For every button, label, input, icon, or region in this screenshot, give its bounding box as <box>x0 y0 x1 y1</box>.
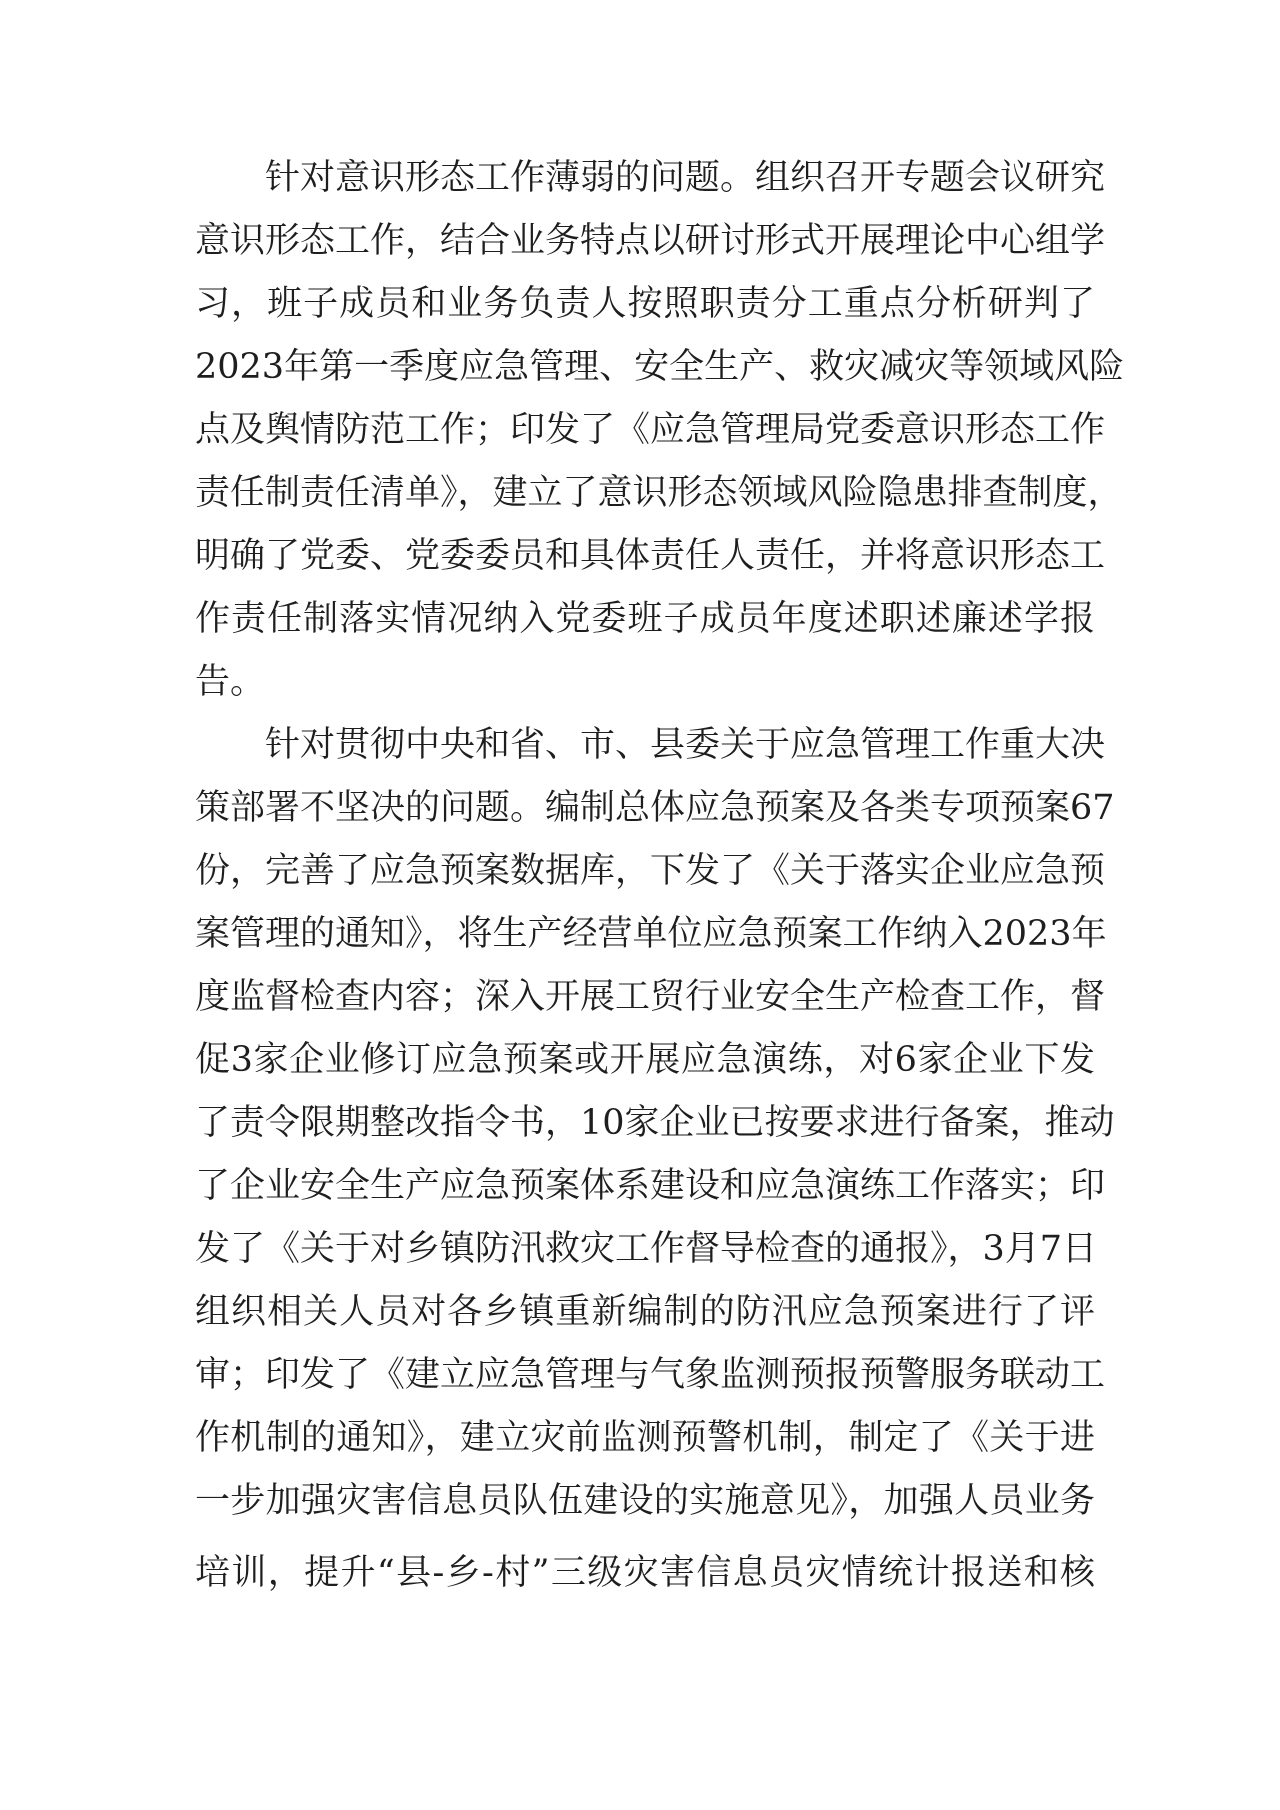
paragraph-2-line-1: 针对贯彻中央和省、市、县委关于应急管理工作重大决 <box>265 725 1106 765</box>
paragraph-1-line-6: 责任制责任清单》，建立了意识形态领域风险隐患排查制度， <box>195 473 1123 513</box>
paragraph-2-line-14: 培训，提升“县-乡-村”三级灾害信息员灾情统计报送和核 <box>195 1553 1095 1593</box>
paragraph-1-line-7: 明确了党委、党委委员和具体责任人责任，并将意识形态工 <box>195 536 1106 576</box>
paragraph-2-line-7: 了责令限期整改指令书，10家企业已按要求进行备案，推动 <box>195 1103 1115 1143</box>
paragraph-2-line-2: 策部署不坚决的问题。编制总体应急预案及各类专项预案67 <box>195 788 1115 828</box>
paragraph-2-line-8: 了企业安全生产应急预案体系建设和应急演练工作落实；印 <box>195 1166 1106 1206</box>
paragraph-2-line-6: 促3家企业修订应急预案或开展应急演练，对6家企业下发 <box>195 1040 1095 1080</box>
paragraph-1-line-1: 针对意识形态工作薄弱的问题。组织召开专题会议研究 <box>265 158 1106 198</box>
paragraph-1-line-2: 意识形态工作，结合业务特点以研讨形式开展理论中心组学 <box>195 221 1106 261</box>
paragraph-2-line-9: 发了《关于对乡镇防汛救灾工作督导检查的通报》，3月7日 <box>195 1229 1098 1269</box>
paragraph-1-line-4: 2023年第一季度应急管理、安全生产、救灾减灾等领域风险 <box>195 347 1125 387</box>
paragraph-2-line-4: 案管理的通知》，将生产经营单位应急预案工作纳入2023年 <box>195 914 1107 954</box>
paragraph-2-line-10: 组织相关人员对各乡镇重新编制的防汛应急预案进行了评 <box>195 1292 1095 1332</box>
paragraph-1-line-5: 点及舆情防范工作；印发了《应急管理局党委意识形态工作 <box>195 410 1106 450</box>
paragraph-1-line-9: 告。 <box>195 662 266 702</box>
paragraph-2-line-11: 审；印发了《建立应急管理与气象监测预报预警服务联动工 <box>195 1355 1106 1395</box>
paragraph-2-line-3: 份，完善了应急预案数据库，下发了《关于落实企业应急预 <box>195 851 1106 891</box>
paragraph-2-line-12: 作机制的通知》，建立灾前监测预警机制，制定了《关于进 <box>195 1418 1095 1458</box>
paragraph-1-line-3: 习，班子成员和业务负责人按照职责分工重点分析研判了 <box>195 284 1095 324</box>
paragraph-1-line-8: 作责任制落实情况纳入党委班子成员年度述职述廉述学报 <box>195 599 1095 639</box>
paragraph-2-line-13: 一步加强灾害信息员队伍建设的实施意见》，加强人员业务 <box>195 1481 1095 1521</box>
paragraph-2-line-5: 度监督检查内容；深入开展工贸行业安全生产检查工作，督 <box>195 977 1106 1017</box>
